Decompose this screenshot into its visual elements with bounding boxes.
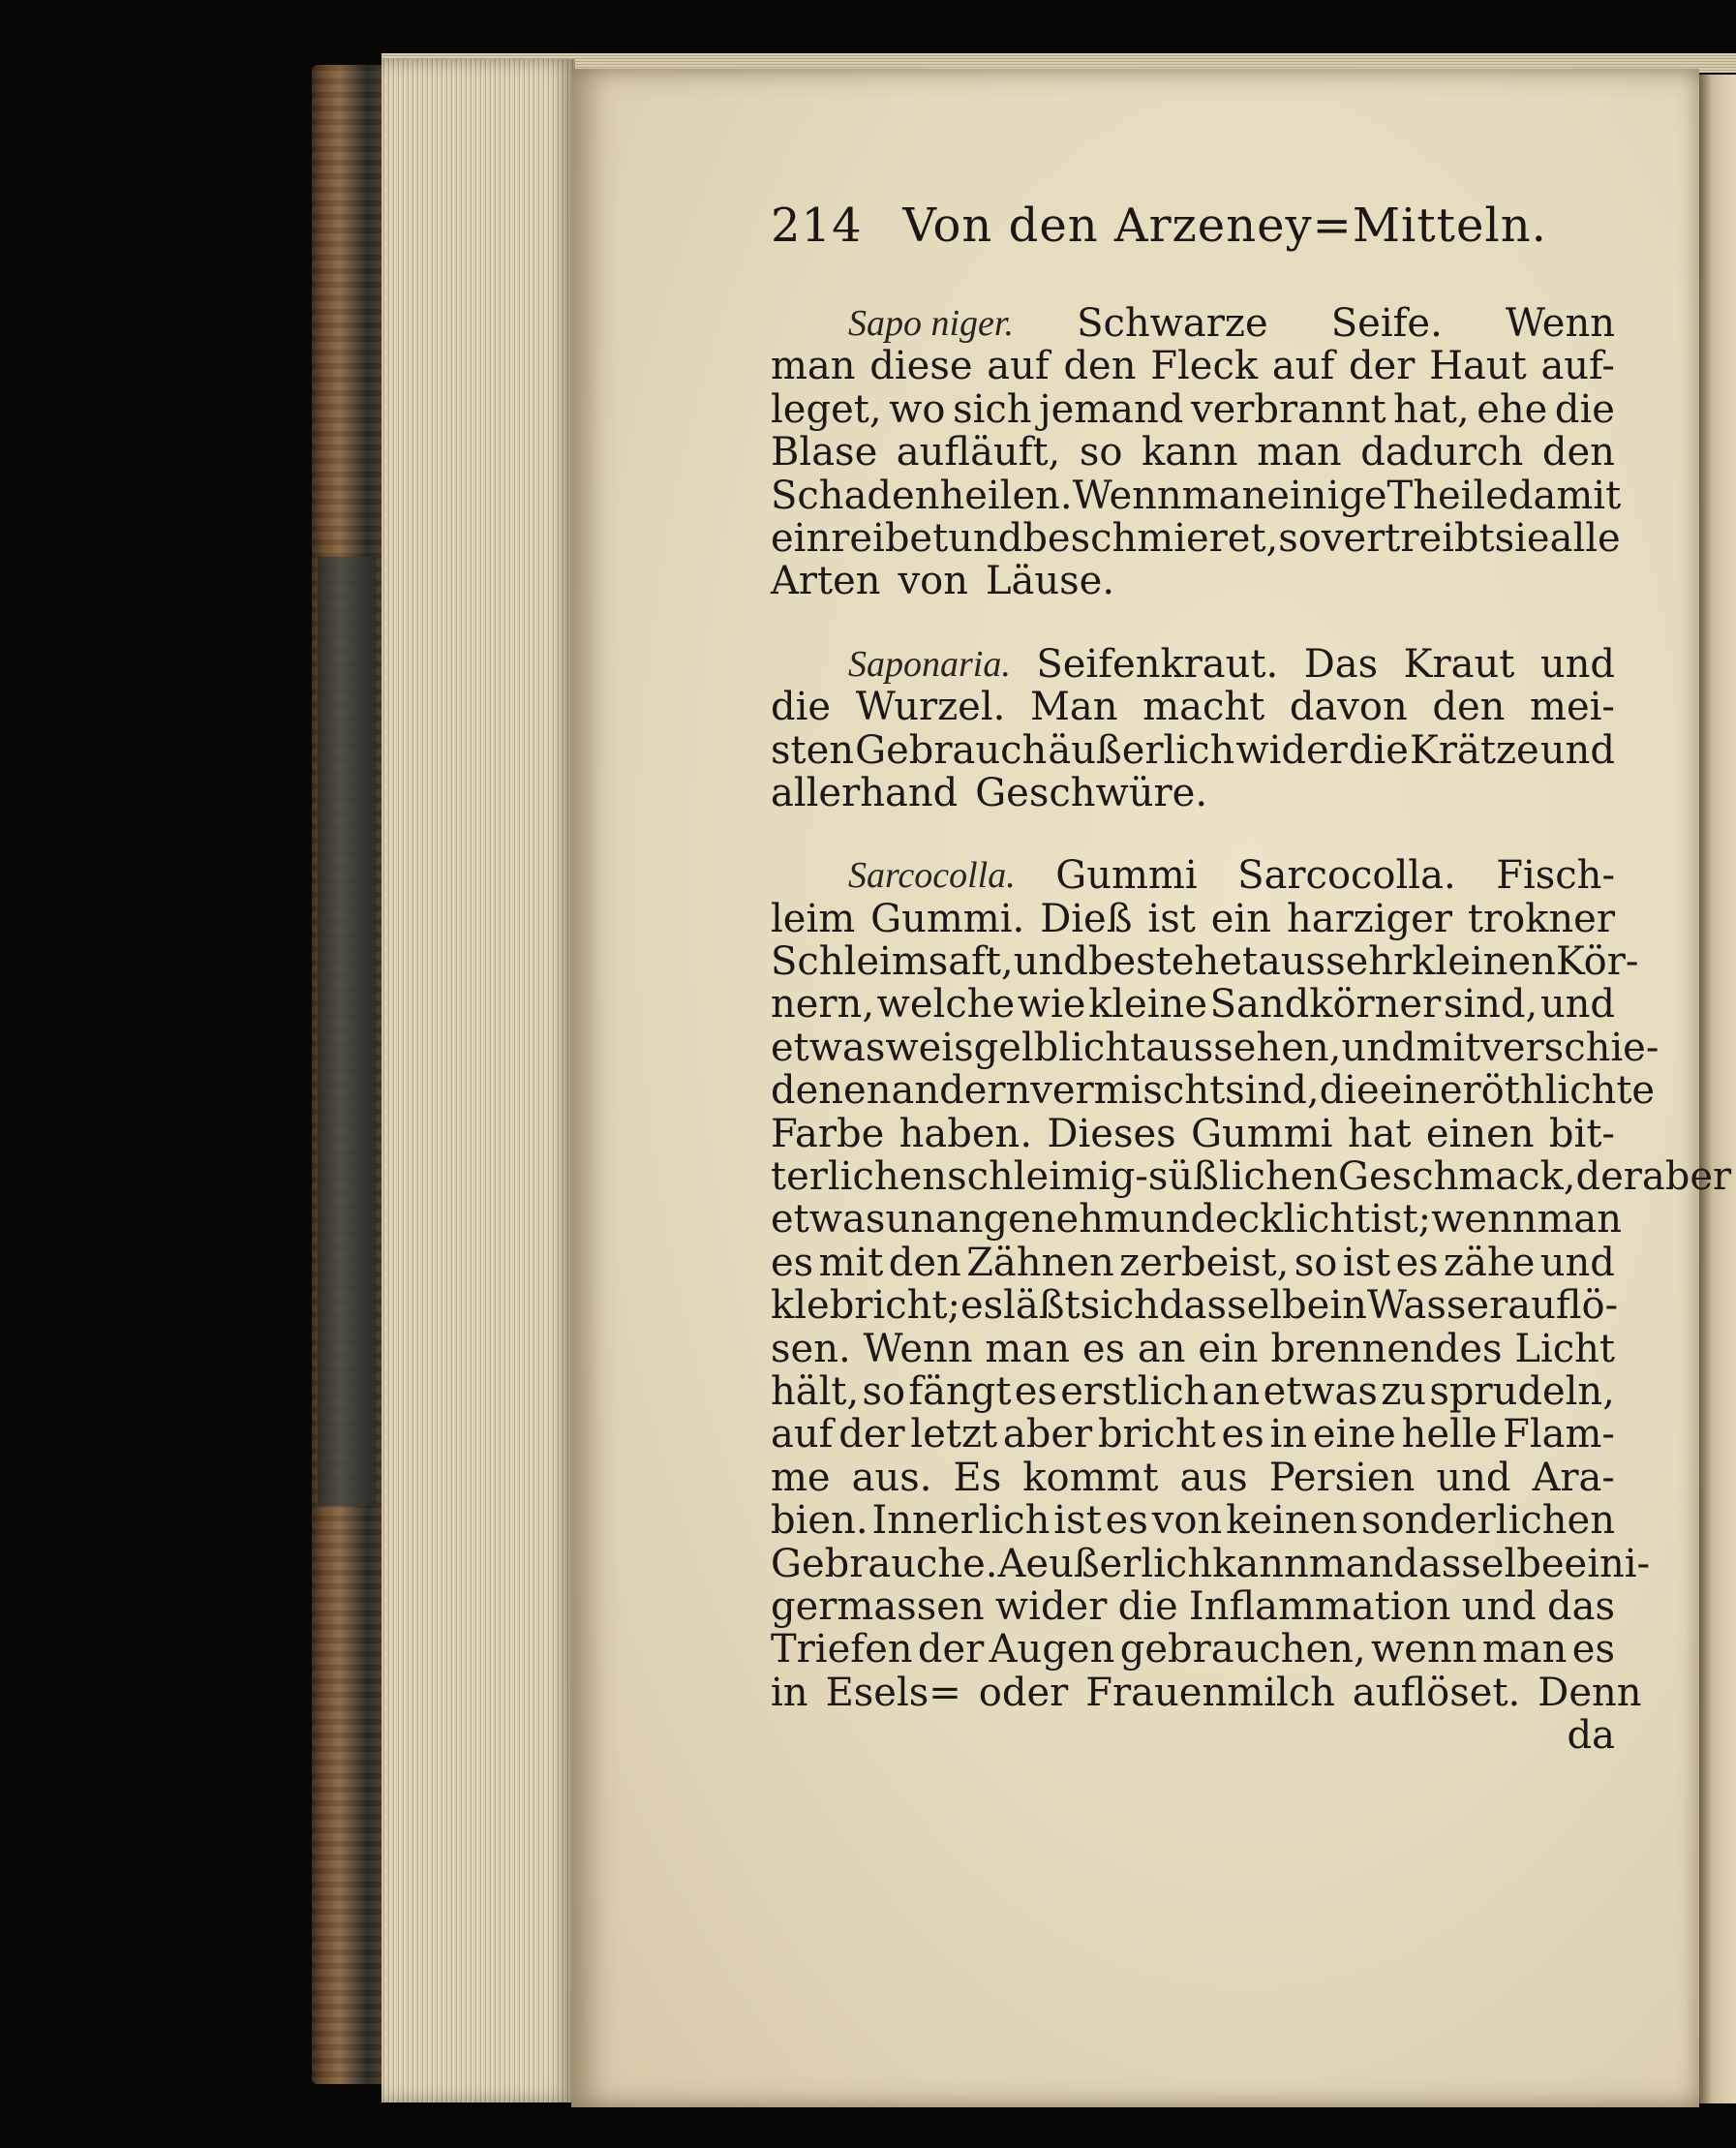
word: zähe: [1444, 1240, 1536, 1285]
word: auf: [987, 344, 1050, 389]
word: allerhand: [771, 770, 959, 815]
word: nern,: [771, 982, 875, 1028]
word: germassen: [771, 1583, 985, 1629]
word: Schaden: [771, 473, 940, 518]
word: Seife.: [1330, 301, 1443, 346]
word: so: [862, 1368, 906, 1414]
latin-term: Sapo niger.: [848, 303, 1014, 344]
word: es: [1221, 1412, 1264, 1458]
word: und: [1461, 1583, 1537, 1629]
word: Fleck: [1150, 344, 1259, 389]
text-line: [771, 1585, 1615, 1628]
word: Das: [1303, 641, 1379, 687]
word: Man: [1029, 685, 1118, 730]
word: bricht: [1097, 1412, 1216, 1458]
word: auf: [1271, 344, 1335, 389]
word: Aeußerlich: [997, 1541, 1213, 1586]
word: aber: [1641, 1154, 1732, 1200]
word: welche: [876, 982, 1016, 1028]
text-line: [771, 1499, 1615, 1542]
word: mei-: [1530, 685, 1615, 730]
word: eine: [1312, 1412, 1396, 1458]
text-line: [771, 1670, 1642, 1715]
word: man: [771, 344, 856, 389]
word: man: [1481, 1627, 1568, 1672]
word: Arten: [771, 559, 881, 604]
word: fängt: [908, 1368, 1012, 1414]
text-line: [771, 643, 1615, 686]
word: haben.: [898, 1111, 1033, 1156]
word: Theile: [1386, 473, 1508, 518]
word: sich: [953, 386, 1032, 432]
latin-term: Saponaria.: [848, 643, 1011, 685]
word: von: [898, 559, 968, 604]
facing-page-edge: [1699, 75, 1736, 2103]
word: und: [948, 515, 1023, 561]
word: sie: [1494, 515, 1550, 561]
text-line: [771, 560, 1615, 602]
word: Wurzel.: [855, 685, 1006, 730]
running-title: Von den Arzeney=Mitteln.: [902, 199, 1547, 253]
word: so: [1278, 515, 1322, 561]
word: und: [1539, 641, 1615, 687]
word: me: [771, 1455, 831, 1500]
word: und: [1539, 982, 1615, 1028]
word: in: [771, 1670, 808, 1715]
word: Geschwüre.: [975, 770, 1208, 815]
word: die: [1319, 1068, 1380, 1114]
page-text: [771, 301, 1732, 1759]
word: Wenn: [1072, 473, 1182, 518]
word: dasselbe: [1393, 1541, 1565, 1586]
word: einen: [1425, 1111, 1535, 1156]
word: und: [1341, 1025, 1416, 1070]
word: oder: [978, 1670, 1069, 1715]
word: leget,: [771, 386, 882, 432]
word: trokner: [1467, 896, 1615, 941]
spine-marbled-cover: [318, 557, 376, 1506]
word: kleine: [1088, 982, 1207, 1028]
word: Dieses: [1047, 1111, 1176, 1156]
word: helle: [1401, 1412, 1498, 1458]
word: Sarcocolla.: [1237, 853, 1456, 899]
text-line: [771, 939, 1639, 985]
word: andern: [891, 1068, 1031, 1114]
word: vertreibt: [1321, 515, 1495, 561]
text-line: [771, 388, 1615, 431]
word: sich: [1080, 1283, 1160, 1329]
word: es: [1105, 1498, 1148, 1544]
word: auf-: [1540, 344, 1615, 389]
word: es: [1571, 1627, 1615, 1672]
word: der: [917, 1627, 985, 1672]
word: man: [1257, 430, 1342, 476]
word: zu: [1381, 1368, 1427, 1414]
word: Triefen: [771, 1627, 913, 1672]
word: Schleimsaft,: [771, 939, 1014, 985]
word: sen.: [771, 1326, 851, 1371]
word: Kraut: [1403, 641, 1515, 687]
word: wider: [1235, 727, 1348, 773]
word: äußerlich: [1048, 727, 1235, 773]
text-line: [771, 772, 1615, 814]
word: läßt: [1003, 1283, 1081, 1329]
word: Geschmack,: [1338, 1154, 1576, 1200]
text-line: [771, 1113, 1615, 1155]
text-line: [771, 1541, 1651, 1586]
latin-term: Sarcocolla.: [848, 855, 1016, 897]
text-line: [771, 431, 1615, 474]
word: es: [1014, 1368, 1057, 1414]
word: Flam-: [1503, 1412, 1615, 1458]
word: Blase: [771, 430, 878, 476]
word: keinen: [1226, 1498, 1358, 1544]
word: Es: [953, 1455, 1002, 1500]
word: sind,: [1443, 982, 1538, 1028]
word: letzt: [910, 1412, 998, 1458]
word: den: [1541, 430, 1615, 476]
word: Gebrauche.: [771, 1541, 998, 1586]
text-line: [771, 1197, 1623, 1243]
word: in: [1329, 1283, 1367, 1329]
word: wenn: [1371, 1627, 1477, 1672]
word: Läuse.: [985, 559, 1115, 604]
word: wider: [994, 1583, 1108, 1629]
word: kleinen: [1412, 939, 1556, 985]
text-line: [771, 1283, 1619, 1329]
word: aus: [1257, 939, 1326, 985]
word: Licht: [1514, 1326, 1615, 1371]
word: es: [771, 1240, 814, 1285]
word: der: [1575, 1154, 1642, 1200]
word: Schwarze: [1077, 301, 1268, 346]
text-line: [771, 1628, 1615, 1671]
word: unangenehm: [885, 1197, 1141, 1243]
word: es: [1395, 1240, 1439, 1285]
word: sprudeln,: [1429, 1368, 1615, 1414]
word: Frauenmilch: [1085, 1670, 1335, 1715]
word: bestehet: [1087, 939, 1258, 985]
word: ist: [1147, 896, 1196, 941]
word: Dieß: [1040, 896, 1133, 941]
word: harziger: [1286, 896, 1452, 941]
text-line: [771, 1457, 1615, 1499]
word: an: [1137, 1326, 1186, 1371]
word: von: [1151, 1498, 1223, 1544]
word: die: [771, 685, 832, 730]
text-line: [771, 1025, 1660, 1070]
word: dasselbe: [1159, 1283, 1330, 1329]
word: so: [1294, 1240, 1338, 1285]
word: bit-: [1548, 1111, 1615, 1156]
word: alle: [1549, 515, 1621, 561]
word: man: [1537, 1197, 1623, 1243]
word: röthlichte: [1462, 1068, 1656, 1114]
text-line: [771, 686, 1615, 728]
word: in: [1269, 1412, 1308, 1458]
word: man: [985, 1326, 1070, 1371]
text-line: [771, 473, 1622, 518]
word: bien.: [771, 1498, 868, 1544]
word: und: [1140, 1197, 1216, 1243]
word: etwas: [771, 1025, 886, 1070]
word: schleimig-süßlichen: [947, 1154, 1339, 1200]
word: hat: [1347, 1111, 1412, 1156]
word: und: [1436, 1455, 1511, 1500]
word: wie: [1017, 982, 1086, 1028]
page-number: 214: [771, 199, 863, 253]
word: Sandkörner: [1209, 982, 1442, 1028]
word: kann: [1212, 1541, 1309, 1586]
word: ein: [1210, 896, 1271, 941]
page-header: [771, 199, 1642, 266]
text-line: [771, 729, 1615, 772]
word: Farbe: [771, 1111, 885, 1156]
word: heilen.: [939, 473, 1073, 518]
word: Haut: [1429, 344, 1527, 389]
word: auf: [771, 1412, 834, 1458]
word: kommt: [1022, 1455, 1159, 1500]
word: die: [1554, 386, 1615, 432]
word: ehe: [1477, 386, 1548, 432]
word: sind,: [1225, 1068, 1320, 1114]
word: Gummi: [1191, 1111, 1333, 1156]
word: auflö-: [1508, 1283, 1619, 1329]
word: Seifenkraut.: [1036, 641, 1279, 687]
word: gebrauchen,: [1119, 1627, 1366, 1672]
word: Fisch-: [1496, 853, 1615, 899]
word: Krätze: [1410, 727, 1539, 773]
word: so: [1079, 430, 1123, 476]
word: auflöset.: [1352, 1670, 1521, 1715]
word: Wenn: [1505, 301, 1615, 346]
text-line: [771, 854, 1615, 897]
word: macht: [1142, 685, 1265, 730]
word: erstlich: [1060, 1368, 1209, 1414]
text-line: [771, 1068, 1656, 1114]
word: die: [1117, 1583, 1178, 1629]
word: Wenn: [863, 1326, 973, 1371]
word: aufläuft,: [896, 430, 1061, 476]
word: mit: [818, 1240, 884, 1285]
word: diese: [869, 344, 973, 389]
word: kann: [1141, 430, 1238, 476]
text-line: [771, 983, 1615, 1026]
word: wenn: [1431, 1197, 1538, 1243]
word: zerbeist,: [1119, 1240, 1290, 1285]
word: jemand: [1039, 386, 1184, 432]
paragraph: [771, 643, 1615, 815]
word: Denn: [1538, 1670, 1642, 1715]
word: aus.: [851, 1455, 932, 1500]
word: Gebrauch: [855, 727, 1048, 773]
word: und: [1013, 939, 1088, 985]
word: denen: [771, 1068, 892, 1114]
word: sonderlichen: [1361, 1498, 1615, 1544]
word: den: [1432, 685, 1506, 730]
word: leim: [771, 896, 856, 941]
text-line: [771, 1370, 1615, 1413]
word: und: [1539, 1240, 1615, 1285]
text-line: [771, 1242, 1615, 1284]
word: sten: [771, 727, 855, 773]
word: den: [888, 1240, 961, 1285]
word: Wasser: [1366, 1283, 1508, 1329]
text-line: [771, 1154, 1732, 1200]
word: davon: [1289, 685, 1408, 730]
word: es: [1081, 1326, 1126, 1371]
catchword: da: [1567, 1713, 1615, 1759]
word: das: [1547, 1583, 1615, 1629]
text-line: [771, 345, 1615, 387]
word: einreibet: [771, 515, 949, 561]
word: der: [1348, 344, 1416, 389]
text-line: [771, 898, 1615, 940]
word: Zähnen: [966, 1240, 1114, 1285]
word: es: [959, 1283, 1004, 1329]
word: aber: [1002, 1412, 1093, 1458]
word: damit: [1508, 473, 1622, 518]
word: wo: [889, 386, 946, 432]
word: Inflammation: [1188, 1583, 1451, 1629]
paragraph: [771, 301, 1622, 604]
word: Esels=: [825, 1670, 961, 1715]
word: ecklicht: [1215, 1197, 1371, 1243]
word: der: [838, 1412, 905, 1458]
text-line: [771, 515, 1621, 561]
word: den: [1063, 344, 1137, 389]
word: etwas: [1263, 1368, 1378, 1414]
word: und: [1539, 727, 1615, 773]
word: ist: [1342, 1240, 1391, 1285]
word: hält,: [771, 1368, 860, 1414]
word: einige: [1266, 473, 1387, 518]
word: terlichen: [771, 1154, 948, 1200]
word: man: [1181, 473, 1267, 518]
text-line: [771, 1328, 1615, 1370]
word: hat,: [1393, 386, 1470, 432]
word: klebricht;: [771, 1283, 960, 1329]
text-line: [771, 1413, 1615, 1456]
word: brennendes: [1270, 1326, 1503, 1371]
word: Kör-: [1555, 939, 1639, 985]
word: Gummi: [1055, 853, 1198, 899]
word: verbrannt: [1191, 386, 1386, 432]
word: Augen: [989, 1627, 1115, 1672]
word: eini-: [1564, 1541, 1651, 1586]
page-edges: [381, 59, 575, 2102]
word: ein: [1198, 1326, 1259, 1371]
word: ist;: [1370, 1197, 1432, 1243]
word: aus: [1179, 1455, 1248, 1500]
word: Ara-: [1532, 1455, 1615, 1500]
word: aussehen,: [1145, 1025, 1342, 1070]
word: etwas: [771, 1197, 886, 1243]
word: Gummi.: [870, 896, 1025, 941]
word: eine: [1379, 1068, 1463, 1114]
word: sehr: [1325, 939, 1413, 985]
word: vermischt: [1030, 1068, 1226, 1114]
word: man: [1308, 1541, 1394, 1586]
word: beschmieret,: [1022, 515, 1279, 561]
word: weisgelblicht: [885, 1025, 1146, 1070]
word: Persien: [1268, 1455, 1416, 1500]
word: Innerlich: [871, 1498, 1051, 1544]
word: dadurch: [1360, 430, 1524, 476]
word: mit: [1416, 1025, 1481, 1070]
word: an: [1211, 1368, 1261, 1414]
word: verschie-: [1480, 1025, 1660, 1070]
word: ist: [1053, 1498, 1102, 1544]
word: die: [1348, 727, 1409, 773]
text-line: [771, 302, 1615, 345]
paragraph: [771, 853, 1732, 1715]
